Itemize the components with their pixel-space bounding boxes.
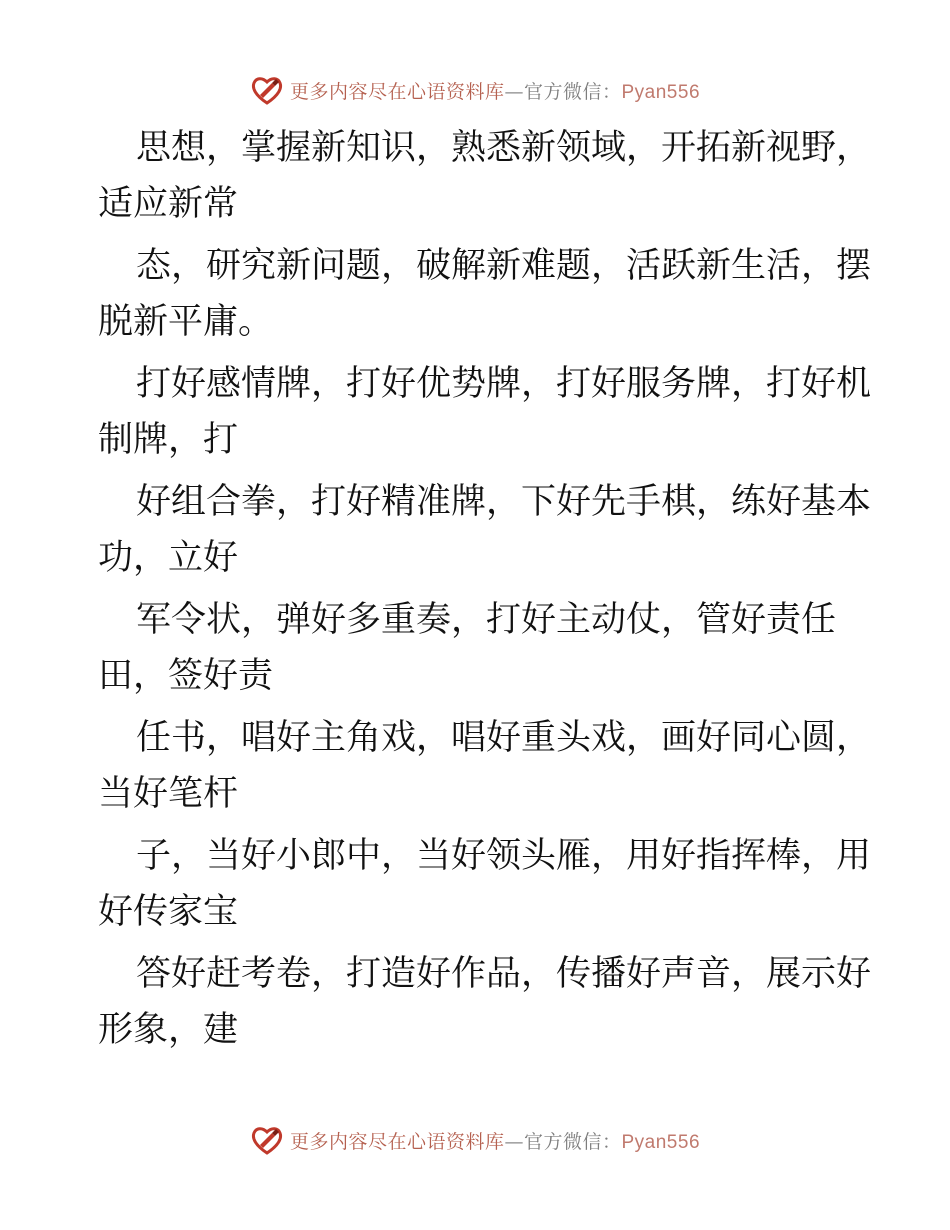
page-footer [0,1120,950,1160]
paragraph [98,474,872,586]
document-body [98,120,872,1064]
paragraph-line: 军令状，弹好多重奏，打好主动仗，管好责任 [136,600,837,640]
paragraph-line: 脱新平庸。 [98,302,274,342]
paragraph-line: 田，签好责 [98,656,274,696]
paragraph-line: 制牌，打 [98,420,239,460]
paragraph-line: 适应新常 [98,184,239,224]
paragraph [98,710,872,822]
paragraph-line: 子，当好小郎中，当好领头雁，用好指挥棒，用 [136,836,872,876]
paragraph [98,120,872,232]
paragraph-line: 形象，建 [98,1010,239,1050]
paragraph [98,828,872,940]
wechat-id: Pyan556 [621,1131,701,1153]
paragraph-line: 好传家宝 [98,892,239,932]
official-label: 官方微信： [523,1130,622,1153]
official-label: 官方微信： [523,80,622,103]
paragraph-line: 打好感情牌，打好优势牌，打好服务牌，打好机 [136,364,872,404]
paragraph [98,238,872,350]
heart-pen-logo-icon [250,73,284,107]
paragraph-line: 任书，唱好主角戏，唱好重头戏，画好同心圆， [136,718,872,758]
paragraph-line: 好组合拳，打好精准牌，下好先手棋，练好基本 [136,482,872,522]
paragraph-line: 当好笔杆 [98,774,239,814]
heart-pen-logo-icon [250,1123,284,1157]
paragraph [98,592,858,704]
paragraph [98,946,872,1058]
paragraph-line: 思想，掌握新知识，熟悉新领域，开拓新视野， [136,128,872,168]
site-name: 更多内容尽在心语资料库 [289,80,505,103]
site-name: 更多内容尽在心语资料库 [289,1130,505,1153]
banner-text [290,77,700,104]
paragraph-line: 答好赶考卷，打造好作品，传播好声音，展示好 [136,954,872,994]
page-header [0,70,950,110]
banner-text [290,1127,700,1154]
banner-dash: — [504,1130,524,1153]
wechat-id: Pyan556 [621,81,701,103]
paragraph-line: 功，立好 [98,538,239,578]
paragraph [98,356,872,468]
banner-dash: — [504,80,524,103]
paragraph-line: 态，研究新问题，破解新难题，活跃新生活，摆 [136,246,872,286]
